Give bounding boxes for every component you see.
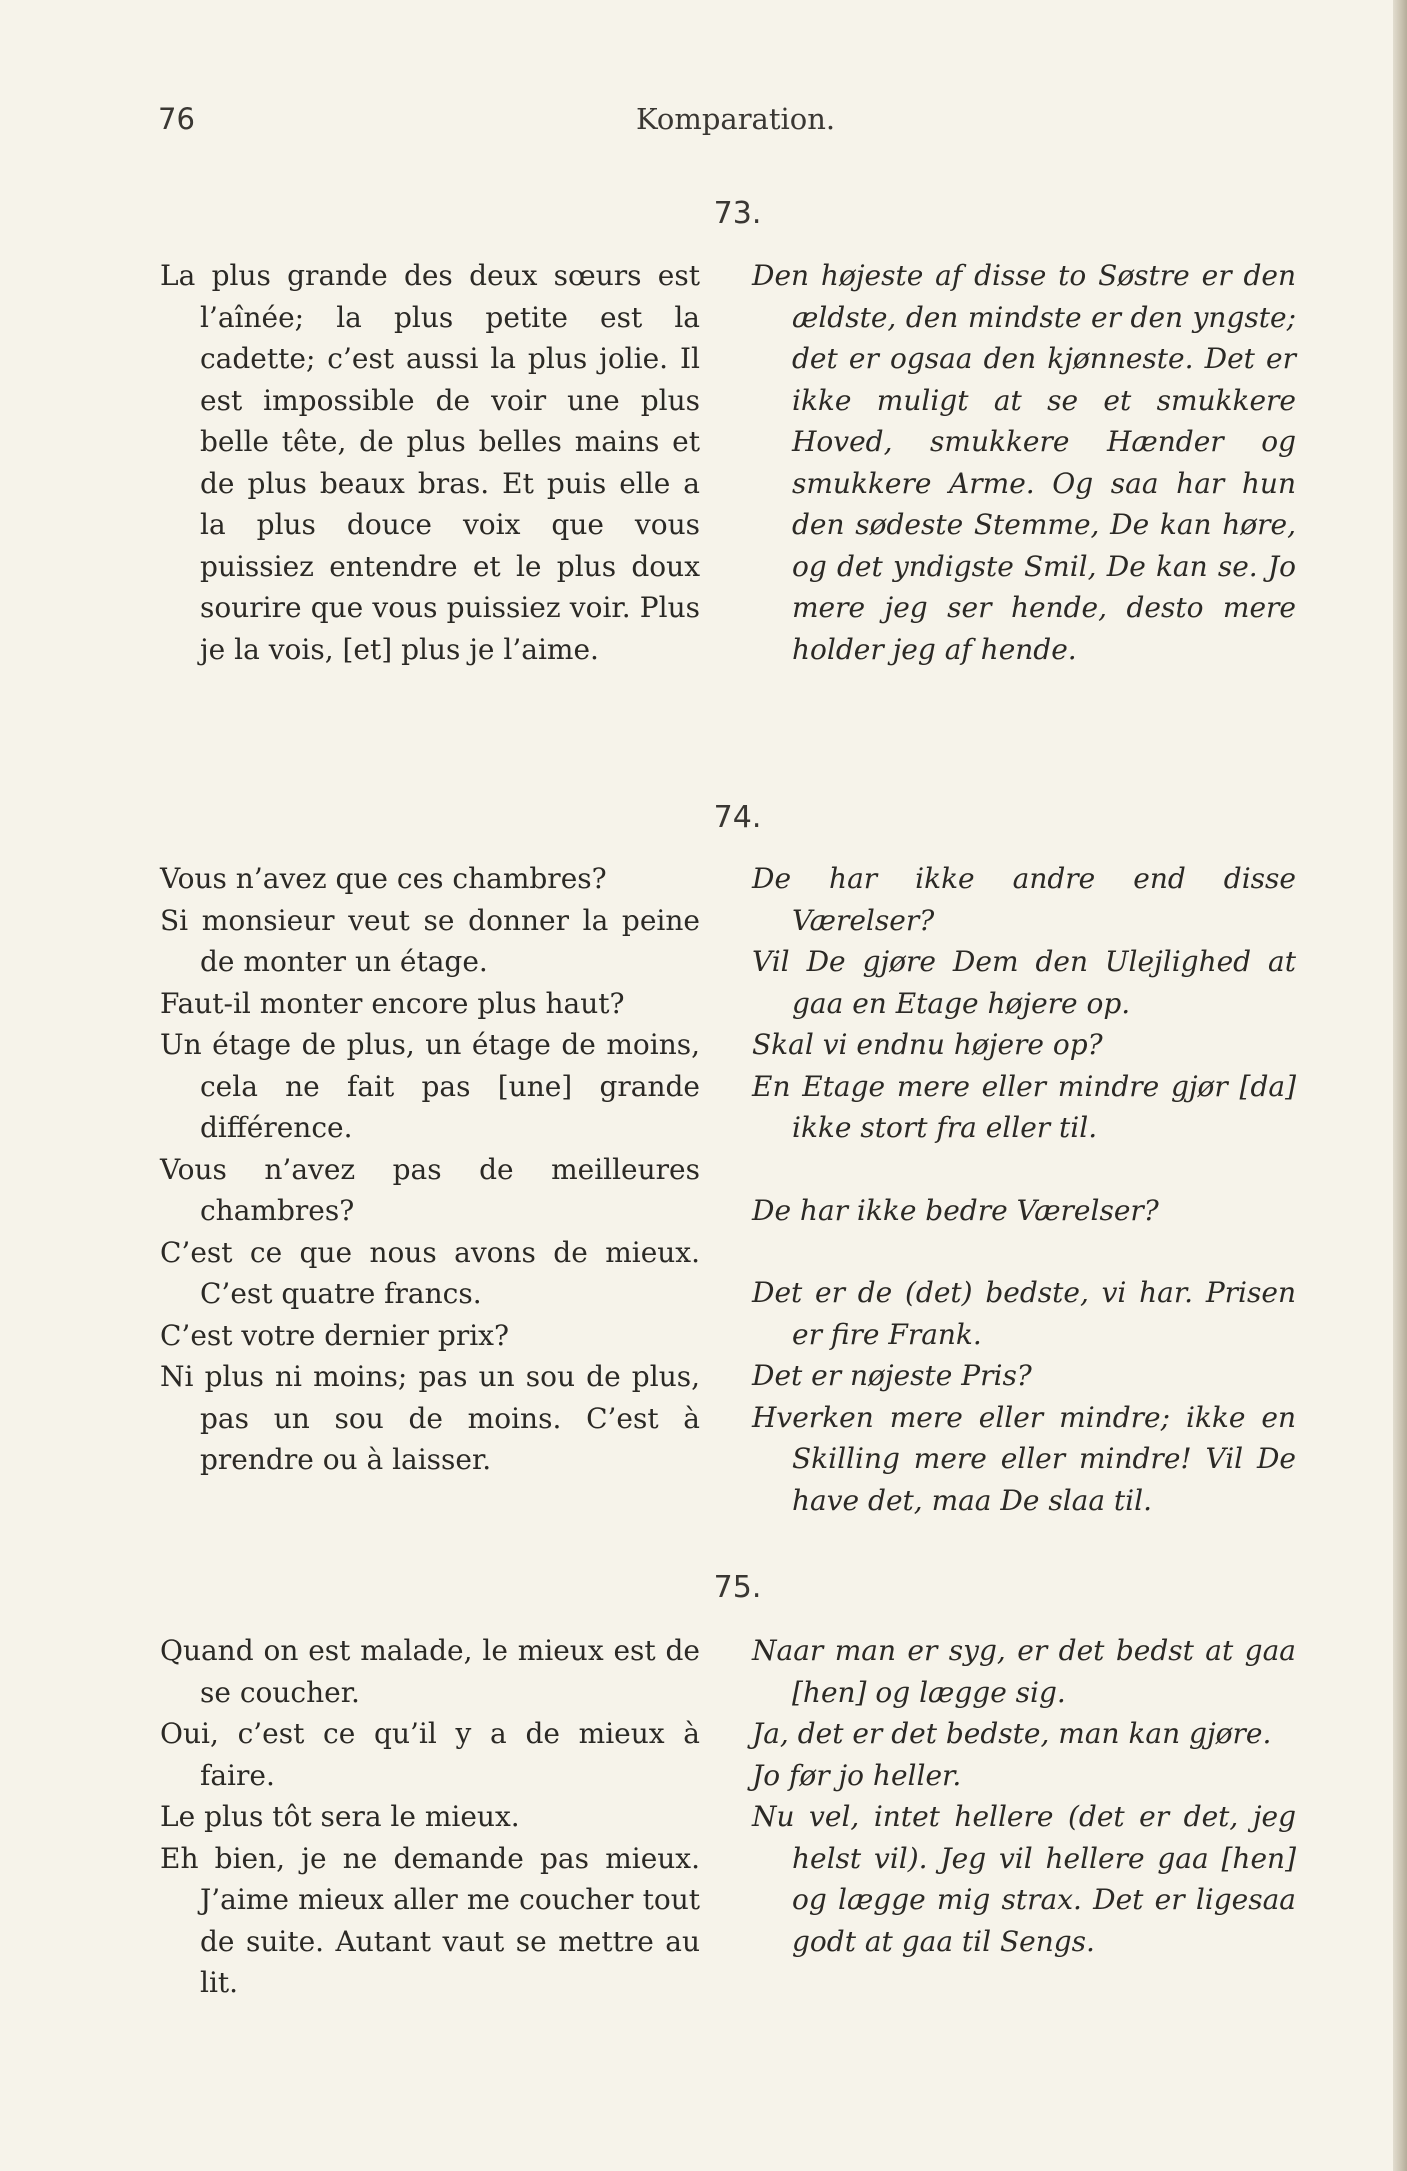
danish-line: De har ikke andre end disse Værelser? (752, 862, 1296, 937)
page-edge (1393, 0, 1407, 2171)
danish-column-74 (752, 858, 1296, 1521)
danish-column-73 (752, 255, 1296, 670)
danish-line: Jo før jo heller. (752, 1758, 962, 1792)
section-number-75: 75. (713, 1570, 762, 1605)
danish-line: Ja, det er det bedste, man kan gjøre. (752, 1717, 1272, 1750)
danish-line: En Etage mere eller mindre gjør [da] ikke stort fra eller til. (752, 1069, 1296, 1144)
french-line: Le plus tôt sera le mieux. (160, 1800, 520, 1833)
page-title: Komparation. (636, 102, 836, 136)
danish-line: Det er nøjeste Pris? (752, 1359, 1032, 1392)
french-line: Ni plus ni moins; pas un sou de plus, pas un sou de moins. C’est à prendre ou à laisser. (160, 1360, 700, 1476)
french-column-74 (160, 858, 700, 1481)
section-number-73: 73. (713, 196, 762, 231)
french-column-75 (160, 1630, 700, 2004)
page-number: 76 (158, 102, 195, 136)
danish-line: Det er de (det) bedste, vi har. Prisen er fire Frank. (752, 1276, 1296, 1351)
french-line: Quand on est malade, le mieux est de se coucher. (160, 1634, 700, 1709)
danish-column-75 (752, 1630, 1296, 1962)
french-line: Si monsieur veut se donner la peine de monter un étage. (160, 903, 700, 978)
danish-line: Hverken mere eller mindre; ikke en Skilling mere eller mindre! Vil De have det, maa De slaa til. (752, 1400, 1296, 1517)
running-head (158, 102, 1298, 142)
french-line: Faut-il monter encore plus haut? (160, 986, 625, 1020)
french-line: Vous n’avez que ces chambres? (160, 862, 607, 895)
danish-line: De har ikke bedre Værelser? (752, 1193, 1159, 1227)
french-line: Vous n’avez pas de meilleures chambres? (160, 1152, 700, 1227)
french-paragraph: La plus grande des deux sœurs est l’aînée; la plus petite est la cadette; c’est aussi la plus jolie. Il est impossible de voir une plus belle tête, de plus belles mains et de plus beaux bras. Et puis elle a la plus douce voix que vous puissiez entendre et le plus doux sourire que vous puissiez voir. Plus je la vois, [et] plus je l’aime. (160, 259, 700, 666)
danish-line: Vil De gjøre Dem den Ulejlighed at gaa en Etage højere op. (752, 945, 1296, 1020)
french-line: C’est votre dernier prix? (160, 1318, 509, 1352)
french-line: Oui, c’est ce qu’il y a de mieux à faire. (160, 1717, 700, 1792)
danish-paragraph: Den højeste af disse to Søstre er den ældste, den mindste er den yngste; det er ogsaa den kjønneste. Det er ikke muligt at se et smukkere Hoved, smukkere Hænder og smukkere Arme. Og saa har hun den sødeste Stemme, De kan høre, og det yndigste Smil, De kan se. Jo mere jeg ser hende, desto mere holder jeg af hende. (752, 259, 1296, 666)
french-line: Eh bien, je ne demande pas mieux. J’aime mieux aller me coucher tout de suite. Autant vaut se mettre au lit. (160, 1841, 700, 1999)
french-line: Un étage de plus, un étage de moins, cela ne fait pas [une] grande différence. (160, 1028, 700, 1144)
danish-line: Naar man er syg, er det bedst at gaa [hen] og lægge sig. (752, 1634, 1296, 1709)
french-line: C’est ce que nous avons de mieux. C’est quatre francs. (160, 1235, 700, 1310)
section-number-74: 74. (713, 800, 762, 835)
danish-line: Nu vel, intet hellere (det er det, jeg helst vil). Jeg vil hellere gaa [hen] og lægge mig strax. Det er ligesaa godt at gaa til Sengs. (752, 1800, 1296, 1958)
danish-line: Skal vi endnu højere op? (752, 1028, 1103, 1061)
french-column-73 (160, 255, 700, 670)
